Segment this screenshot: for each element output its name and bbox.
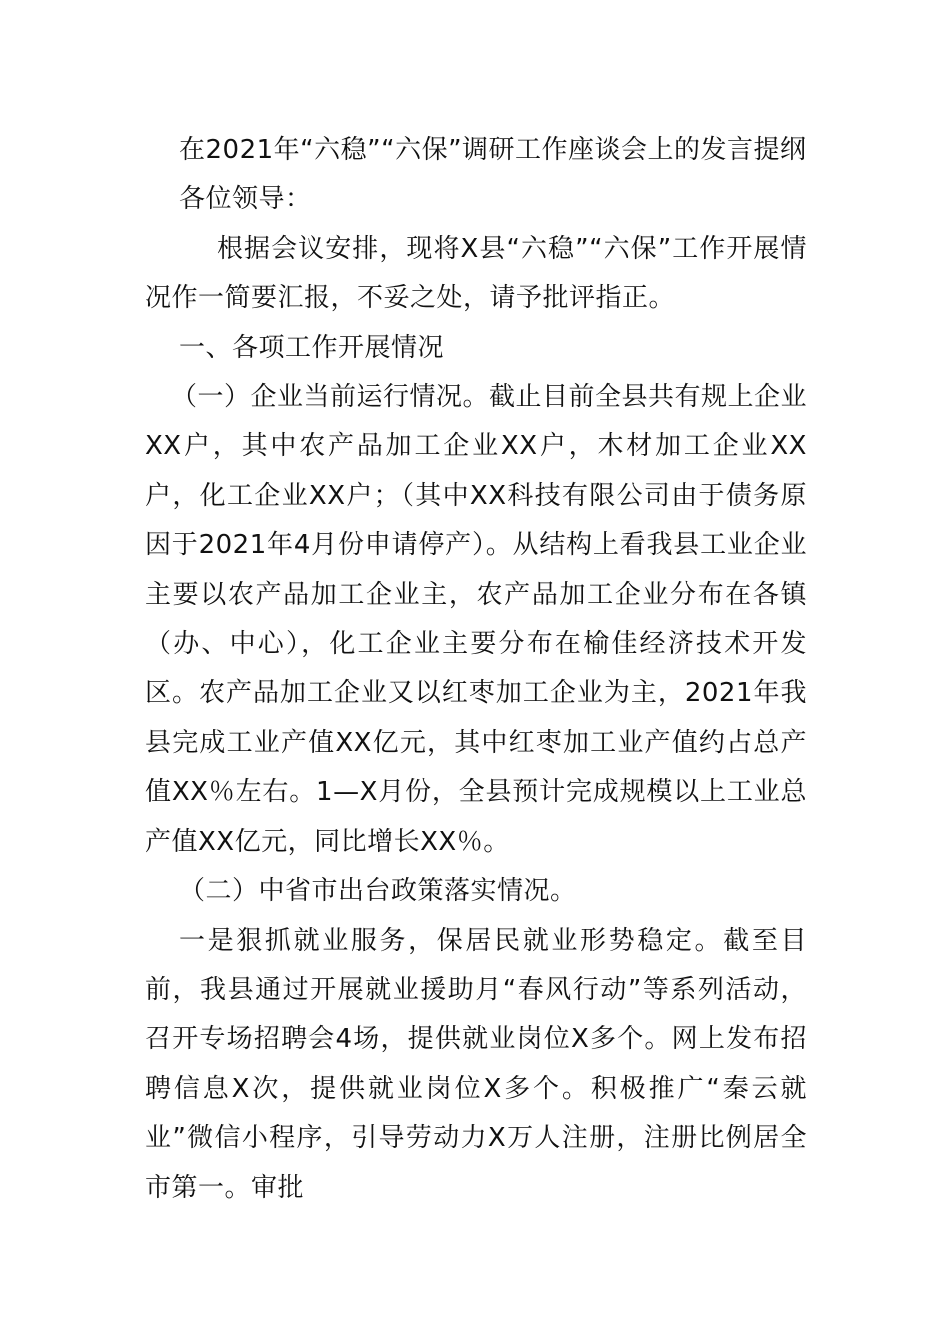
- intro-paragraph: 根据会议安排，现将X县“六稳”“六保”工作开展情况作一简要汇报，不妥之处，请予批评指正。: [145, 233, 807, 314]
- section-heading-1: 一、各项工作开展情况: [179, 332, 445, 363]
- point-1-paragraph: 一是狠抓就业服务，保居民就业形势稳定。截至目前，我县通过开展就业援助月“春风行动”等系列活动，召开专场招聘会4场，提供就业岗位X多个。网上发布招聘信息X次，提供就业岗位X多个。积极推广“秦云就业”微信小程序，引导劳动力X万人注册，注册比例居全市第一。审批: [145, 925, 807, 1203]
- document-title: 在2021年“六稳”“六保”调研工作座谈会上的发言提纲: [179, 135, 807, 165]
- document-body: [145, 126, 807, 1213]
- salutation: 各位领导：: [179, 184, 312, 215]
- subsection-1-paragraph: （一）企业当前运行情况。截止目前全县共有规上企业XX户，其中农产品加工企业XX户，木材加工企业XX户，化工企业XX户；（其中XX科技有限公司由于债务原因于2021年4月份申请停产）。从结构上看我县工业企业主要以农产品加工企业主，农产品加工企业分布在各镇（办、中心），化工企业主要分布在榆佳经济技术开发区。农产品加工企业又以红枣加工企业为主，2021年我县完成工业产值XX亿元，其中红枣加工业产值约占总产值XX％左右。1—X月份，全县预计完成规模以上工业总产值XX亿元，同比增长XX％。: [145, 382, 808, 857]
- subsection-2-heading: （二）中省市出台政策落实情况。: [179, 876, 577, 907]
